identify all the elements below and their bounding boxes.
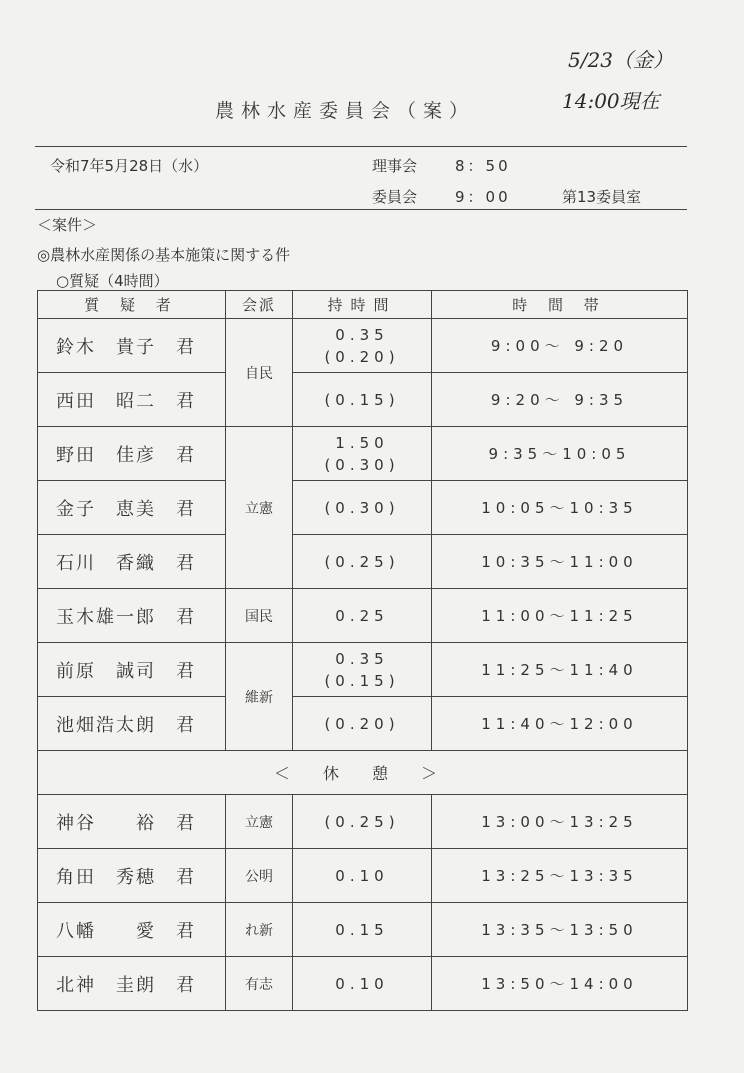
allotted-time [293,427,432,481]
time-value: 1.50 [335,433,389,452]
party: 維新 [226,643,293,751]
party: 有志 [226,957,293,1011]
allotted-time [293,643,432,697]
party: 公明 [226,849,293,903]
allotted-time: 0.25 [293,589,432,643]
header-questioner: 質 疑 者 [38,291,226,319]
table-header [38,291,688,319]
time-sub-value: (0.30) [324,455,400,474]
board-time: 8：50 [455,157,511,175]
table-row [38,643,688,697]
questioner-name: 神谷 裕 君 [38,795,226,849]
questioner-name: 北神 圭朗 君 [38,957,226,1011]
allotted-time: 0.10 [293,957,432,1011]
schedule-table [37,290,688,1011]
party: 自民 [226,319,293,427]
time-sub-value: (0.20) [324,347,400,366]
questioner-name: 西田 昭二 君 [38,373,226,427]
time-value: 0.35 [335,649,389,668]
time-slot: 13:25～13:35 [432,849,688,903]
time-sub-value: (0.15) [324,671,400,690]
table-row [38,481,688,535]
time-slot: 9:35～10:05 [432,427,688,481]
time-slot: 10:35～11:00 [432,535,688,589]
party: 立憲 [226,795,293,849]
allotted-time: 0.10 [293,849,432,903]
questioner-name: 玉木雄一郎 君 [38,589,226,643]
table-row [38,795,688,849]
table-row [38,697,688,751]
question-label: ○質疑（4時間） [56,272,169,290]
party: 立憲 [226,427,293,589]
page-title: 農林水産委員会（案） [215,100,476,122]
allotted-time: (0.30) [293,481,432,535]
questioner-name: 鈴木 貴子 君 [38,319,226,373]
break-row [38,751,688,795]
questioner-name: 前原 誠司 君 [38,643,226,697]
time-value: 0.35 [335,325,389,344]
table-row [38,427,688,481]
table-row [38,903,688,957]
allotted-time: (0.25) [293,795,432,849]
questioner-name: 金子 恵美 君 [38,481,226,535]
time-slot: 13:35～13:50 [432,903,688,957]
allotted-time: (0.25) [293,535,432,589]
agenda-item: ◎農林水産関係の基本施策に関する件 [37,246,291,264]
allotted-time [293,319,432,373]
allotted-time: (0.20) [293,697,432,751]
meeting-date: 令和7年5月28日（水） [50,157,209,175]
committee-time: 9：00 [455,188,511,206]
time-slot: 9:00～ 9:20 [432,319,688,373]
header-slot: 時 間 帯 [432,291,688,319]
questioner-name: 八幡 愛 君 [38,903,226,957]
questioner-name: 野田 佳彦 君 [38,427,226,481]
committee-label: 委員会 [372,188,418,206]
table-row [38,319,688,373]
table-row [38,957,688,1011]
handwritten-asof: 14:00現在 [562,89,660,113]
time-slot: 11:25～11:40 [432,643,688,697]
table-row [38,849,688,903]
party: れ新 [226,903,293,957]
time-slot: 11:40～12:00 [432,697,688,751]
table-row [38,535,688,589]
time-slot: 10:05～10:35 [432,481,688,535]
committee-room: 第13委員室 [562,188,642,206]
table-row [38,373,688,427]
table-row [38,589,688,643]
party: 国民 [226,589,293,643]
questioner-name: 角田 秀穂 君 [38,849,226,903]
time-slot: 13:50～14:00 [432,957,688,1011]
time-slot: 9:20～ 9:35 [432,373,688,427]
header-time: 持時間 [293,291,432,319]
questioner-name: 池畑浩太朗 君 [38,697,226,751]
questioner-name: 石川 香織 君 [38,535,226,589]
time-slot: 11:00～11:25 [432,589,688,643]
allotted-time: 0.15 [293,903,432,957]
handwritten-date: 5/23（金） [568,48,673,72]
agenda-label: ＜案件＞ [37,216,98,234]
allotted-time: (0.15) [293,373,432,427]
time-slot: 13:00～13:25 [432,795,688,849]
board-label: 理事会 [372,157,418,175]
divider [35,146,687,147]
header-party: 会派 [226,291,293,319]
divider [35,209,687,210]
break-label: ＜ 休 憩 ＞ [38,751,688,795]
